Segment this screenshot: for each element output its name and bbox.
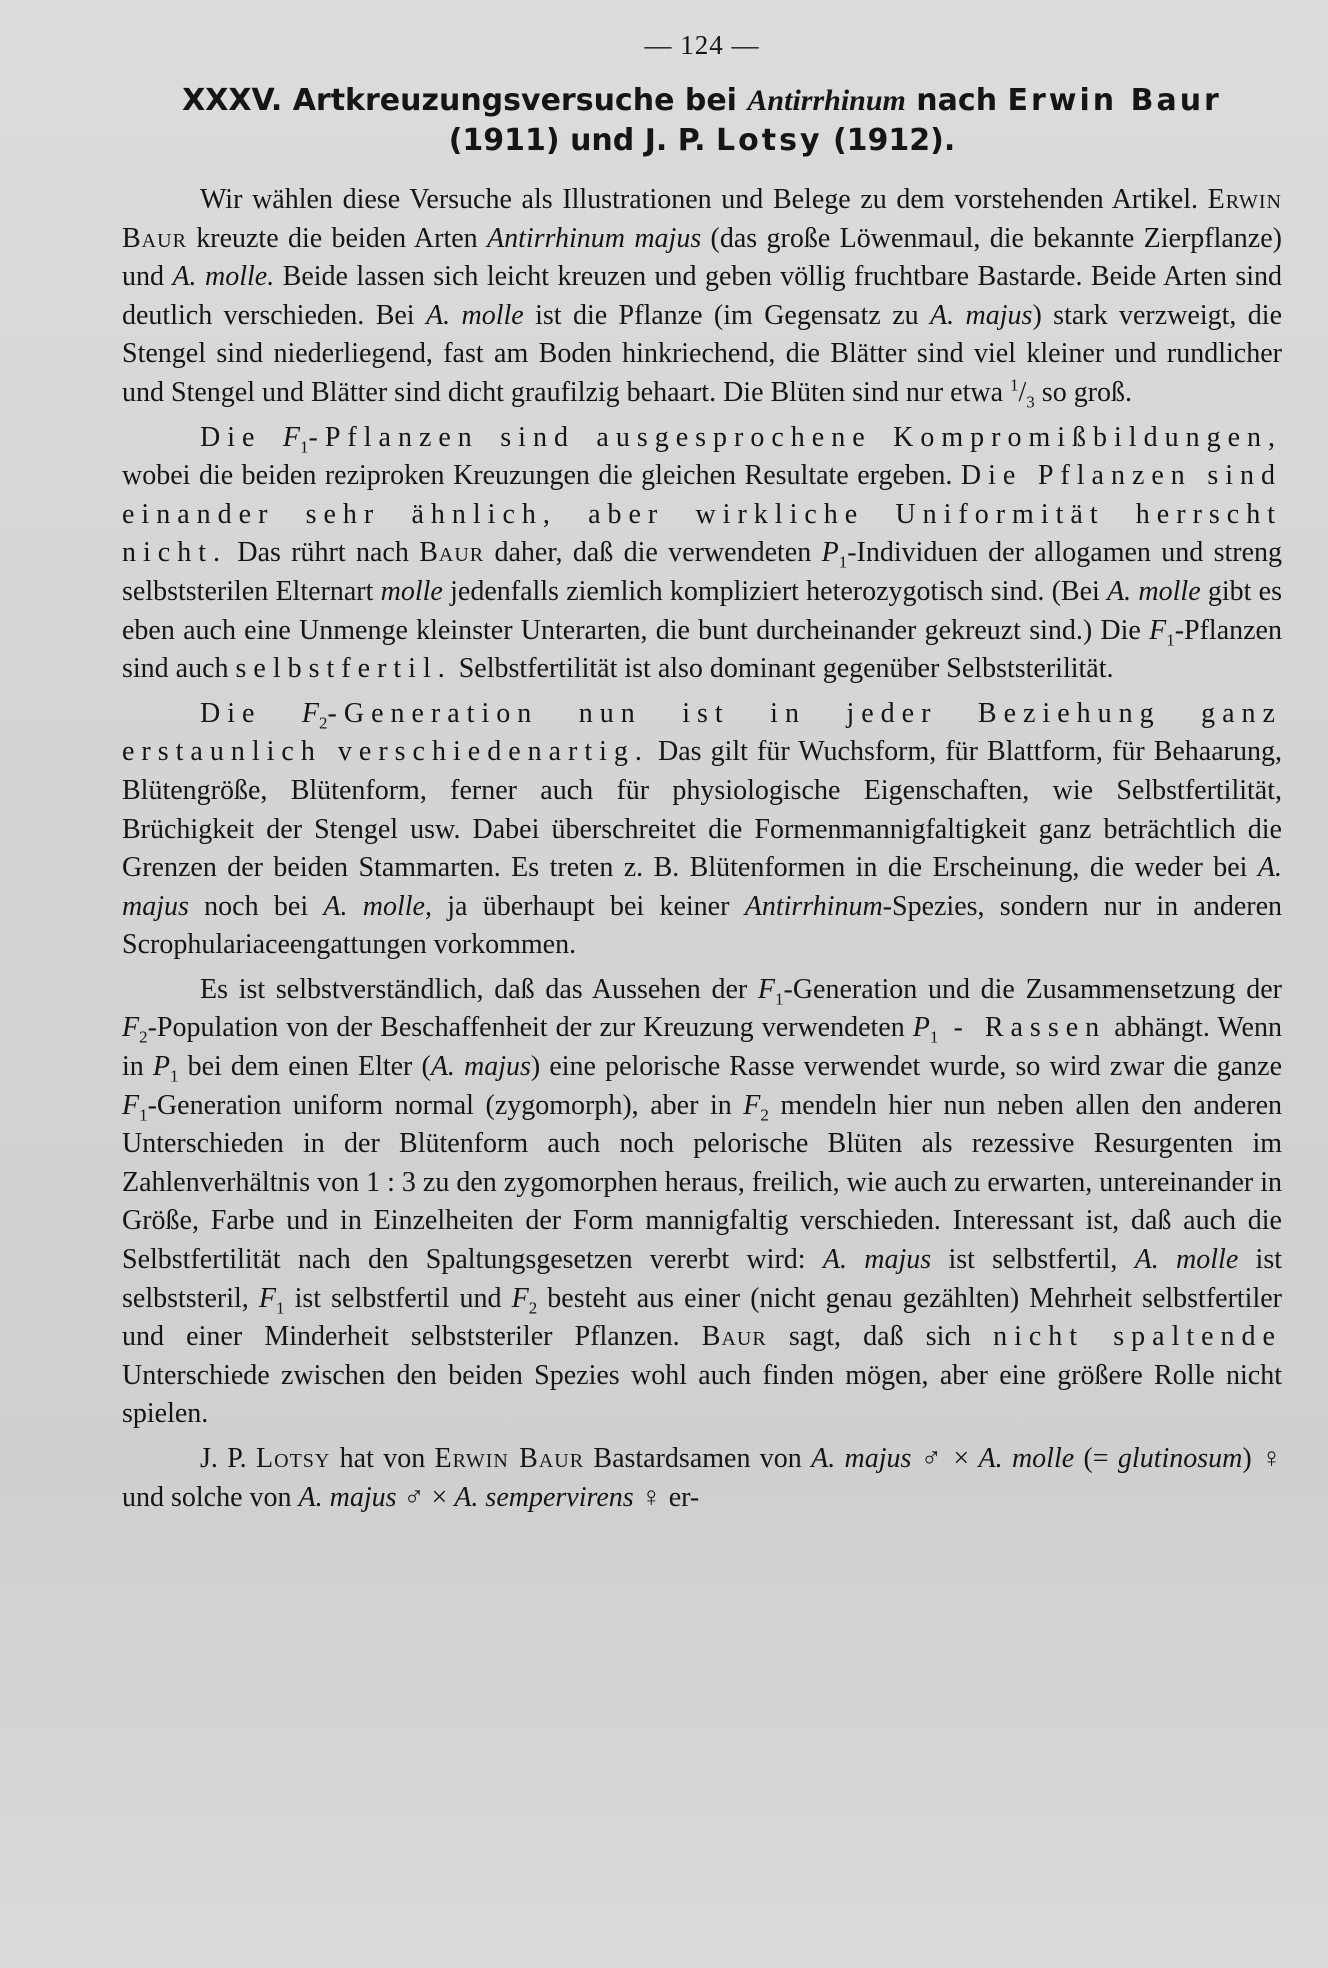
heading-line-1 — [122, 81, 1282, 121]
heading-line-2 — [122, 121, 1282, 161]
paragraph-3: Die $F_2$-Generation nun ist in jeder Beziehung ganz erstaunlich verschiedenartig. Das gilt für Wuchsform, für Blattform, für Behaarung, Blütengröße, Blütenform, ferner auch für physiologische Eigenschaften, wie Selbstfertilität, Brüchigkeit der Stengel usw. Dabei überschreitet die Formenmannigfaltigkeit ganz beträchtlich die Grenzen der beiden Stammarten. Es treten z. B. Blütenformen in die Erscheinung, die weder bei A. majus noch bei A. molle, ja überhaupt bei keiner Antirrhinum-Spezies, sondern nur in anderen Scrophulariaceengattungen vorkommen. — [122, 697, 1283, 961]
section-heading — [122, 81, 1282, 161]
heading-text: nach — [905, 83, 1008, 118]
heading-author-lotsy: Lotsy — [716, 123, 823, 158]
paragraph-5: J. P. Lotsy hat von Erwin Baur Bastardsamen von A. majus ♂ × A. molle (= glutinosum) ♀ und solche von A. majus ♂ × A. sempervirens ♀ er- — [122, 1443, 1283, 1513]
page — [122, 30, 1282, 1517]
heading-text: (1912). — [822, 123, 956, 158]
paragraph-1: Wir wählen diese Versuche als Illustrationen und Belege zu dem vorstehenden Artikel. Erwin Baur kreuzte die beiden Arten Antirrhinum majus (das große Löwenmaul, die bekannte Zierpflanze) und A. molle. Beide lassen sich leicht kreuzen und geben völlig fruchtbare Bastarde. Beide Arten sind deutlich verschieden. Bei A. molle ist die Pflanze (im Gegensatz zu A. majus) stark verzweigt, die Stengel sind niederliegend, fast am Boden hinkriechend, die Blätter sind viel kleiner und rundlicher und Stengel und Blätter sind dicht graufilzig behaart. Die Blüten sind nur etwa $^1/_3$ so groß. — [122, 184, 1283, 412]
heading-author-baur: Erwin Baur — [1007, 83, 1222, 118]
heading-text: (1911) und J. P. — [448, 123, 717, 158]
paragraph-4: Es ist selbstverständlich, daß das Aussehen der $F_1$-Generation und die Zusammensetzung der $F_2$-Population von der Beschaffenheit der zur Kreuzung verwendeten $P_1$ - Rassen abhängt. Wenn in $P_1$ bei dem einen Elter (A. majus) eine pelorische Rasse verwendet wurde, so wird zwar die ganze $F_1$-Generation uniform normal (zygomorph), aber in $F_2$ mendeln hier nun neben allen den anderen Unterschieden in der Blütenform auch noch pelorische Blüten als rezessive Resurgenten im Zahlenverhältnis von 1 : 3 zu den zygomorphen heraus, freilich, wie auch zu erwarten, untereinander in Größe, Farbe und in Einzelheiten der Form mannigfaltig verschieden. Interessant ist, daß auch die Selbstfertilität nach den Spaltungsgesetzen vererbt wird: A. majus ist selbstfertil, A. molle ist selbststeril, $F_1$ ist selbstfertil und $F_2$ besteht aus einer (nicht genau gezählten) Mehrheit selbstfertiler und einer Minderheit selbststeriler Pflanzen. Baur sagt, daß sich nicht spaltende Unterschiede zwischen den beiden Spezies wohl auch finden mögen, aber eine größere Rolle nicht spielen. — [122, 973, 1283, 1430]
page-number: — 124 — — [644, 30, 760, 60]
heading-text: XXXV. Artkreuzungsversuche bei — [182, 83, 748, 118]
paragraph-2: Die $F_1$-Pflanzen sind ausgesprochene Kompromißbildungen, wobei die beiden reziproken Kreuzungen die gleichen Resultate ergeben. Die Pflanzen sind einander sehr ähnlich, aber wirkliche Uniformität herrscht nicht. Das rührt nach Baur daher, daß die verwendeten $P_1$-Individuen der allogamen und streng selbststerilen Elternart molle jedenfalls ziemlich kompliziert heterozygotisch sind. (Bei A. molle gibt es eben auch eine Unmenge kleinster Unterarten, die bunt durcheinander gekreuzt sind.) Die $F_1$-Pflanzen sind auch selbstfertil. Selbstfertilität ist also dominant gegenüber Selbststerilität. — [122, 421, 1283, 685]
heading-genus: Antirrhinum — [747, 84, 906, 117]
